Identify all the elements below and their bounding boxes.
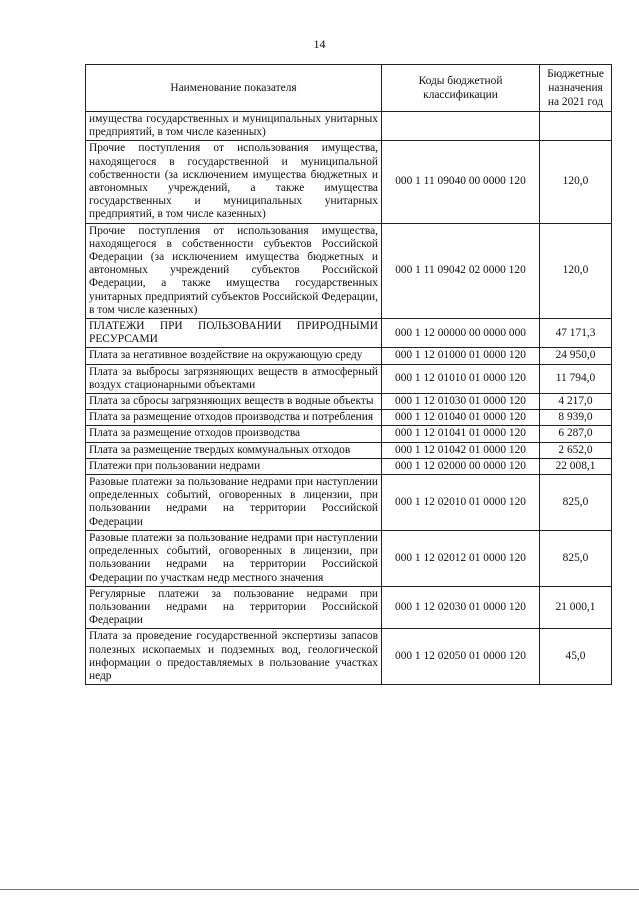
row-name: Плата за негативное воздействие на окружающую среду: [86, 348, 382, 364]
row-name: Плата за размещение твердых коммунальных отходов: [86, 442, 382, 458]
row-amount: 24 950,0: [540, 348, 612, 364]
row-amount: 6 287,0: [540, 426, 612, 442]
row-name: Прочие поступления от использования имущества, находящегося в собственности субъектов Российской Федерации (за исключением имущества бюджетных и автономных учреждений субъектов Российской Федерации, а также имущества государственных унитарных предприятий субъектов Российской Федерации, в том числе казенных): [86, 223, 382, 318]
table-row: [86, 364, 612, 393]
table-row: [86, 475, 612, 531]
row-amount: 8 939,0: [540, 410, 612, 426]
row-code: 000 1 12 02050 01 0000 120: [382, 629, 540, 685]
table-row: [86, 426, 612, 442]
table-row: [86, 394, 612, 410]
row-amount: 47 171,3: [540, 319, 612, 348]
row-code: 000 1 12 01000 01 0000 120: [382, 348, 540, 364]
row-amount: 2 652,0: [540, 442, 612, 458]
table-row: [86, 442, 612, 458]
table-row: [86, 348, 612, 364]
row-amount: 120,0: [540, 223, 612, 318]
row-name: Прочие поступления от использования имущества, находящегося в государственной и муниципальной собственности (за исключением имущества бюджетных и автономных учреждений, а также имущества государственных и муниципальных унитарных предприятий, в том числе казенных): [86, 141, 382, 223]
table-row: [86, 530, 612, 586]
row-name: Разовые платежи за пользование недрами при наступлении определенных событий, оговоренных в лицензии, при пользовании недрами на территории Российской Федерации: [86, 475, 382, 531]
page-number: 14: [313, 37, 326, 51]
row-amount: 11 794,0: [540, 364, 612, 393]
row-name: Плата за выбросы загрязняющих веществ в атмосферный воздух стационарными объектами: [86, 364, 382, 393]
row-amount: 22 008,1: [540, 458, 612, 474]
row-amount: 45,0: [540, 629, 612, 685]
row-name: ПЛАТЕЖИ ПРИ ПОЛЬЗОВАНИИ ПРИРОДНЫМИ РЕСУРСАМИ: [86, 319, 382, 348]
row-code: 000 1 11 09042 02 0000 120: [382, 223, 540, 318]
row-name: Платежи при пользовании недрами: [86, 458, 382, 474]
row-name: Плата за проведение государственной экспертизы запасов полезных ископаемых и подземных вод, геологической информации о предоставляемых в пользование участках недр: [86, 629, 382, 685]
row-amount: [540, 112, 612, 141]
row-name: Регулярные платежи за пользование недрами при пользовании недрами на территории Российской Федерации: [86, 586, 382, 629]
row-amount: 120,0: [540, 141, 612, 223]
row-code: 000 1 12 01030 01 0000 120: [382, 394, 540, 410]
table-row: [86, 629, 612, 685]
row-code: 000 1 12 01040 01 0000 120: [382, 410, 540, 426]
header-budget-code: Коды бюджетной классификации: [382, 65, 540, 112]
row-name: Плата за размещение отходов производства: [86, 426, 382, 442]
table-row: [86, 223, 612, 318]
row-code: 000 1 12 00000 00 0000 000: [382, 319, 540, 348]
row-name: имущества государственных и муниципальных унитарных предприятий, в том числе казенных): [86, 112, 382, 141]
row-code: 000 1 12 01041 01 0000 120: [382, 426, 540, 442]
table-row: [86, 410, 612, 426]
table-row: [86, 112, 612, 141]
row-name: Плата за сбросы загрязняющих веществ в водные объекты: [86, 394, 382, 410]
page-bottom-divider: [0, 889, 639, 890]
row-code: 000 1 12 01042 01 0000 120: [382, 442, 540, 458]
table-row: [86, 319, 612, 348]
row-code: 000 1 12 02030 01 0000 120: [382, 586, 540, 629]
row-amount: 825,0: [540, 475, 612, 531]
row-code: 000 1 12 02012 01 0000 120: [382, 530, 540, 586]
row-code: 000 1 11 09040 00 0000 120: [382, 141, 540, 223]
row-code: 000 1 12 01010 01 0000 120: [382, 364, 540, 393]
table-row: [86, 586, 612, 629]
row-code: 000 1 12 02000 00 0000 120: [382, 458, 540, 474]
row-name: Плата за размещение отходов производства и потребления: [86, 410, 382, 426]
table-row: [86, 141, 612, 223]
row-code: [382, 112, 540, 141]
budget-table: [85, 64, 612, 685]
row-amount: 21 000,1: [540, 586, 612, 629]
header-budget-amount: Бюджетные назначения на 2021 год: [540, 65, 612, 112]
row-amount: 825,0: [540, 530, 612, 586]
row-code: 000 1 12 02010 01 0000 120: [382, 475, 540, 531]
row-amount: 4 217,0: [540, 394, 612, 410]
table-header-row: [86, 65, 612, 112]
header-indicator-name: Наименование показателя: [86, 65, 382, 112]
table-row: [86, 458, 612, 474]
row-name: Разовые платежи за пользование недрами при наступлении определенных событий, оговоренных в лицензии, при пользовании недрами на территории Российской Федерации по участкам недр местного значения: [86, 530, 382, 586]
